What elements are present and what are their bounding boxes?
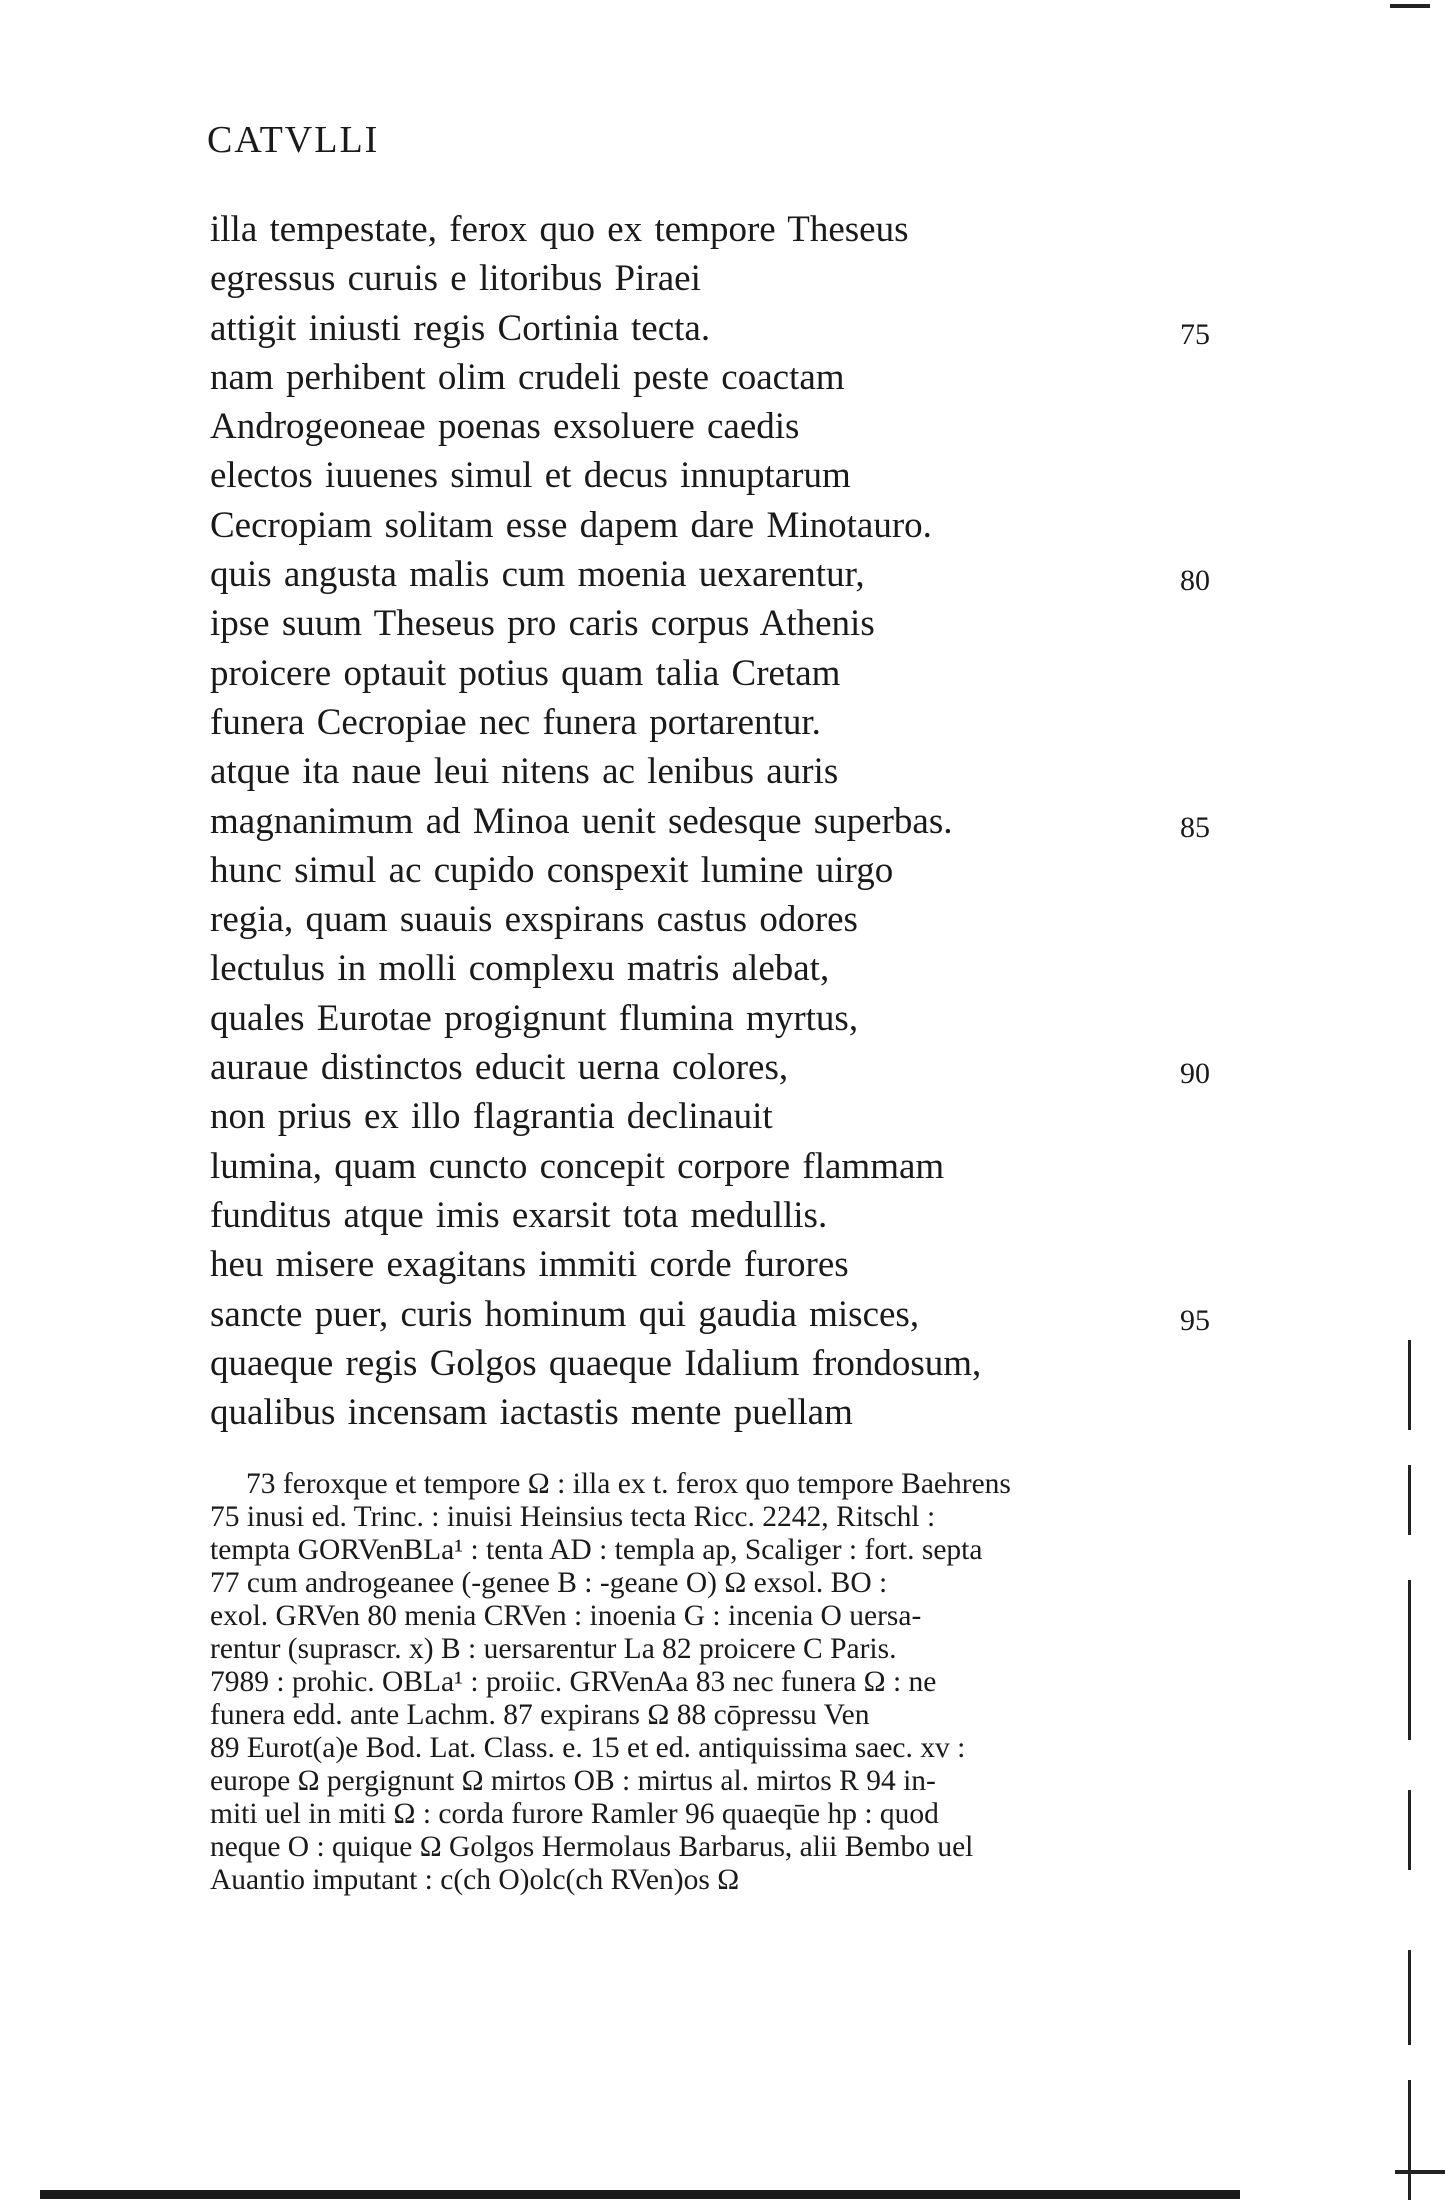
verse-text: quales Eurotae progignunt flumina myrtus, xyxy=(210,997,859,1039)
scan-mark xyxy=(1408,1630,1411,1740)
verse-text: quis angusta malis cum moenia uexarentur, xyxy=(210,554,865,596)
scan-mark xyxy=(1408,2080,1411,2200)
verse-line xyxy=(210,1240,1230,1289)
apparatus-line: rentur (suprascr. x) B : uersarentur La 82 proicere C Paris. xyxy=(210,1633,897,1665)
verse-line xyxy=(210,501,1230,550)
apparatus-line: 89 Eurot(a)e Bod. Lat. Class. e. 15 et ed. antiquissima saec. xv : xyxy=(210,1732,966,1764)
verse-line xyxy=(210,1339,1230,1388)
verse-text: lectulus in molli complexu matris alebat, xyxy=(210,948,830,990)
verse-text: atque ita naue leui nitens ac lenibus auris xyxy=(210,751,839,793)
apparatus-line: miti uel in miti Ω : corda furore Ramler 96 quaeqūe hp : quod xyxy=(210,1798,939,1830)
verse-text: nam perhibent olim crudeli peste coactam xyxy=(210,356,845,398)
verse-line xyxy=(210,1092,1230,1141)
verse-text: magnanimum ad Minoa uenit sedesque superbas. xyxy=(210,800,953,842)
apparatus-line: tempta GORVenBLa¹ : tenta AD : templa ap, Scaliger : fort. septa xyxy=(210,1534,983,1566)
verse-text: Androgeoneae poenas exsoluere caedis xyxy=(210,406,800,448)
scan-mark xyxy=(1408,1340,1411,1430)
scan-mark xyxy=(1408,1950,1411,2045)
scan-mark xyxy=(1408,1465,1411,1535)
verse-text: auraue distinctos educit uerna colores, xyxy=(210,1047,789,1089)
apparatus-line: neque O : quique Ω Golgos Hermolaus Barbarus, alii Bembo uel xyxy=(210,1831,974,1863)
verse-line xyxy=(210,550,1230,599)
line-number: 95 xyxy=(1180,1303,1210,1337)
verse-list xyxy=(210,205,1230,1437)
scan-mark xyxy=(1408,1790,1411,1870)
apparatus-line: 77 cum androgeanee (-genee B : -geane O) Ω exsol. BO : xyxy=(210,1567,888,1599)
scan-mark xyxy=(1408,1580,1411,1630)
verse-text: regia, quam suauis exspirans castus odores xyxy=(210,899,858,941)
verse-line xyxy=(210,1043,1230,1092)
verse-line xyxy=(210,205,1230,254)
verse-text: attigit iniusti regis Cortinia tecta. xyxy=(210,307,711,349)
critical-apparatus xyxy=(210,1468,1215,1897)
verse-line xyxy=(210,353,1230,402)
line-number: 90 xyxy=(1180,1057,1210,1091)
line-number: 75 xyxy=(1180,317,1210,351)
verse-line xyxy=(210,1388,1230,1437)
verse-text: funditus atque imis exarsit tota medullis. xyxy=(210,1194,828,1236)
verse-text: funera Cecropiae nec funera portarentur. xyxy=(210,701,821,743)
verse-text: lumina, quam cuncto concepit corpore flammam xyxy=(210,1145,945,1187)
verse-text: heu misere exagitans immiti corde furores xyxy=(210,1244,849,1286)
line-number: 80 xyxy=(1180,564,1210,598)
scan-mark xyxy=(1390,4,1430,8)
verse-line xyxy=(210,797,1230,846)
line-number: 85 xyxy=(1180,810,1210,844)
apparatus-line: funera edd. ante Lachm. 87 expirans Ω 88 cōpressu Ven xyxy=(210,1699,870,1731)
verse-line xyxy=(210,402,1230,451)
verse-text: ipse suum Theseus pro caris corpus Athenis xyxy=(210,603,875,645)
bottom-rule xyxy=(40,2190,1240,2199)
verse-line xyxy=(210,698,1230,747)
apparatus-line: 73 feroxque et tempore Ω : illa ex t. ferox quo tempore Baehrens xyxy=(246,1468,1011,1500)
verse-text: proicere optauit potius quam talia Cretam xyxy=(210,652,841,694)
apparatus-line: 7989 : prohic. OBLa¹ : proiic. GRVenAa 83 nec funera Ω : ne xyxy=(210,1666,937,1698)
verse-text: sancte puer, curis hominum qui gaudia misces, xyxy=(210,1293,920,1335)
verse-text: qualibus incensam iactastis mente puellam xyxy=(210,1392,853,1434)
verse-line xyxy=(210,747,1230,796)
verse-line xyxy=(210,304,1230,353)
running-head: CATVLLI xyxy=(207,119,380,161)
apparatus-line: exol. GRVen 80 menia CRVen : inoenia G : incenia O uersa- xyxy=(210,1600,922,1632)
scan-mark xyxy=(1395,2170,1445,2174)
verse-line xyxy=(210,1191,1230,1240)
verse-line xyxy=(210,895,1230,944)
verse-text: illa tempestate, ferox quo ex tempore Theseus xyxy=(210,209,909,250)
verse-text: quaeque regis Golgos quaeque Idalium frondosum, xyxy=(210,1342,982,1384)
verse-line xyxy=(210,846,1230,895)
verse-line xyxy=(210,1290,1230,1339)
verse-line xyxy=(210,649,1230,698)
verse-text: hunc simul ac cupido conspexit lumine uirgo xyxy=(210,849,894,891)
verse-line xyxy=(210,451,1230,500)
verse-text: non prius ex illo flagrantia declinauit xyxy=(210,1096,773,1138)
verse-text: egressus curuis e litoribus Piraei xyxy=(210,258,701,300)
verse-line xyxy=(210,994,1230,1043)
apparatus-line: 75 inusi ed. Trinc. : inuisi Heinsius tecta Ricc. 2242, Ritschl : xyxy=(210,1501,936,1533)
verse-line xyxy=(210,599,1230,648)
verse-line xyxy=(210,1142,1230,1191)
apparatus-line: Auantio imputant : c(ch O)olc(ch RVen)os Ω xyxy=(210,1864,740,1896)
verse-line xyxy=(210,944,1230,993)
apparatus-line: europe Ω pergignunt Ω mirtos OB : mirtus al. mirtos R 94 in- xyxy=(210,1765,936,1797)
verse-line xyxy=(210,254,1230,303)
verse-text: electos iuuenes simul et decus innuptarum xyxy=(210,455,851,497)
verse-text: Cecropiam solitam esse dapem dare Minotauro. xyxy=(210,504,932,546)
